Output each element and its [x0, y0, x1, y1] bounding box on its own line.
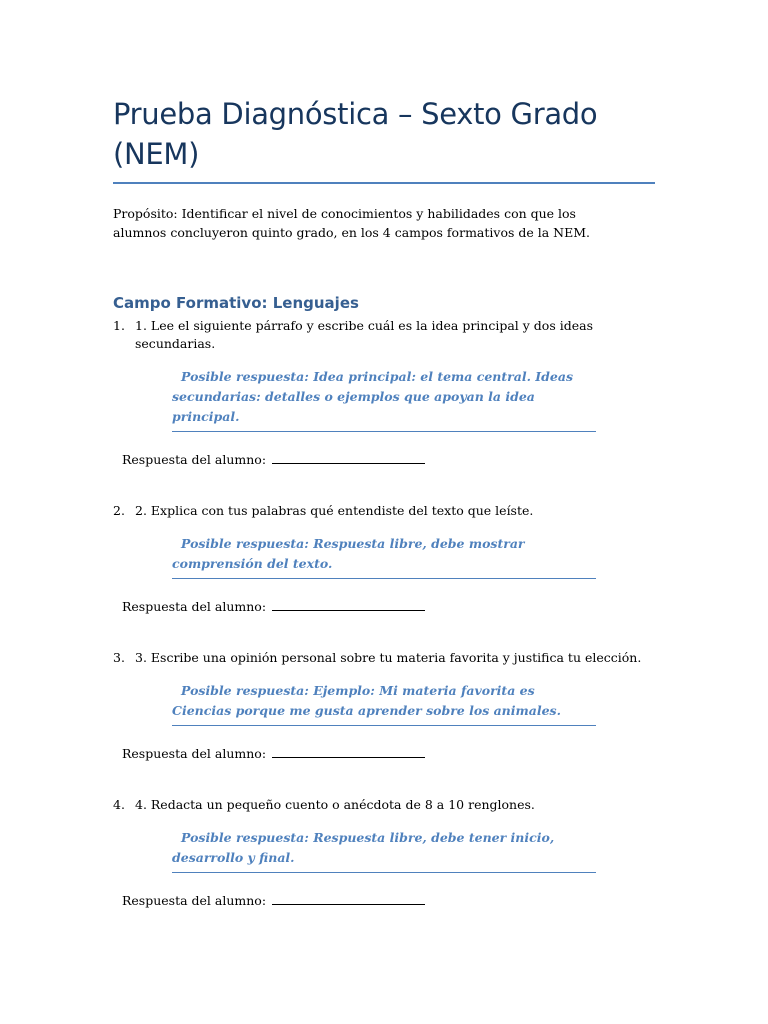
question-item	[113, 649, 655, 763]
question-number: 1.	[113, 318, 125, 333]
question-number: 2.	[113, 503, 125, 518]
sample-answer: Posible respuesta: Respuesta libre, debe tener inicio, desarrollo y final.	[172, 828, 596, 873]
question-text: 4. Redacta un pequeño cuento o anécdota de 8 a 10 renglones.	[135, 797, 535, 812]
question-item	[113, 796, 655, 910]
student-answer-line	[122, 451, 655, 469]
question-text: 2. Explica con tus palabras qué entendiste del texto que leíste.	[135, 503, 534, 518]
student-answer-blank[interactable]	[272, 893, 425, 905]
sample-answer: Posible respuesta: Idea principal: el tema central. Ideas secundarias: detalles o ejemplos que apoyan la idea principal.	[172, 367, 596, 432]
student-answer-label: Respuesta del alumno:	[122, 746, 267, 761]
question-number: 4.	[113, 797, 125, 812]
question-text: 1. Lee el siguiente párrafo y escribe cuál es la idea principal y dos ideas secundarias.	[135, 318, 593, 351]
student-answer-label: Respuesta del alumno:	[122, 893, 267, 908]
document-page	[113, 94, 655, 910]
student-answer-line	[122, 892, 655, 910]
question-line	[113, 502, 655, 520]
question-line	[113, 796, 655, 814]
document-title: Prueba Diagnóstica – Sexto Grado (NEM)	[113, 94, 655, 184]
student-answer-label: Respuesta del alumno:	[122, 599, 267, 614]
section-heading: Campo Formativo: Lenguajes	[113, 294, 359, 312]
student-answer-line	[122, 598, 655, 616]
student-answer-blank[interactable]	[272, 599, 425, 611]
question-line	[113, 317, 655, 353]
student-answer-blank[interactable]	[272, 746, 425, 758]
question-text: 3. Escribe una opinión personal sobre tu materia favorita y justifica tu elección.	[135, 650, 642, 665]
student-answer-label: Respuesta del alumno:	[122, 452, 267, 467]
student-answer-blank[interactable]	[272, 452, 425, 464]
sample-answer: Posible respuesta: Ejemplo: Mi materia favorita es Ciencias porque me gusta aprender sobre los animales.	[172, 681, 596, 726]
question-item	[113, 502, 655, 616]
question-item	[113, 317, 655, 469]
sample-answer: Posible respuesta: Respuesta libre, debe mostrar comprensión del texto.	[172, 534, 596, 579]
purpose-paragraph: Propósito: Identificar el nivel de conocimientos y habilidades con que los alumnos concluyeron quinto grado, en los 4 campos formativos de la NEM.	[113, 206, 590, 240]
question-line	[113, 649, 655, 667]
question-number: 3.	[113, 650, 125, 665]
student-answer-line	[122, 745, 655, 763]
